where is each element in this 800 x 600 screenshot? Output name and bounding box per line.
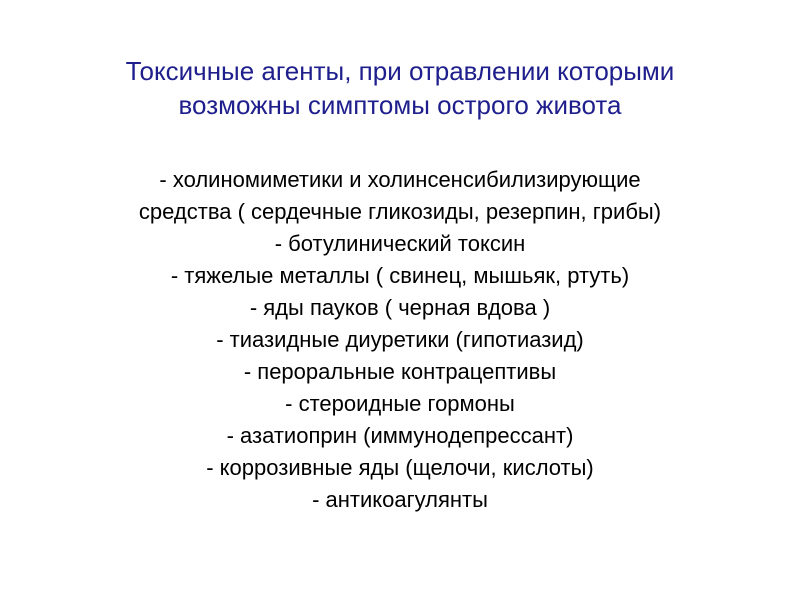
list-item: - пероральные контрацептивы (243, 359, 557, 384)
list-item: - яды пауков ( черная вдова ) (249, 295, 551, 320)
list-item: - коррозивные яды (щелочи, кислоты) (206, 455, 594, 480)
list-item: средства ( сердечные гликозиды, резерпин, грибы) (138, 199, 662, 224)
slide-title-line-2: возможны симптомы острого живота (178, 90, 622, 120)
list-item: - тяжелые металлы ( свинец, мышьяк, ртуть) (170, 263, 630, 288)
toxic-agents-list (20, 164, 780, 516)
list-item: - холиномиметики и холинсенсибилизирующие (159, 167, 641, 192)
list-item: - ботулинический токсин (274, 231, 526, 256)
slide-title-line-1: Токсичные агенты, при отравлении которыми (125, 56, 675, 86)
list-item: - азатиоприн (иммунодепрессант) (226, 423, 574, 448)
list-item: - антикоагулянты (312, 487, 488, 512)
list-item: - стероидные гормоны (285, 391, 515, 416)
slide-title (20, 54, 780, 122)
list-item: - тиазидные диуретики (гипотиазид) (216, 327, 584, 352)
